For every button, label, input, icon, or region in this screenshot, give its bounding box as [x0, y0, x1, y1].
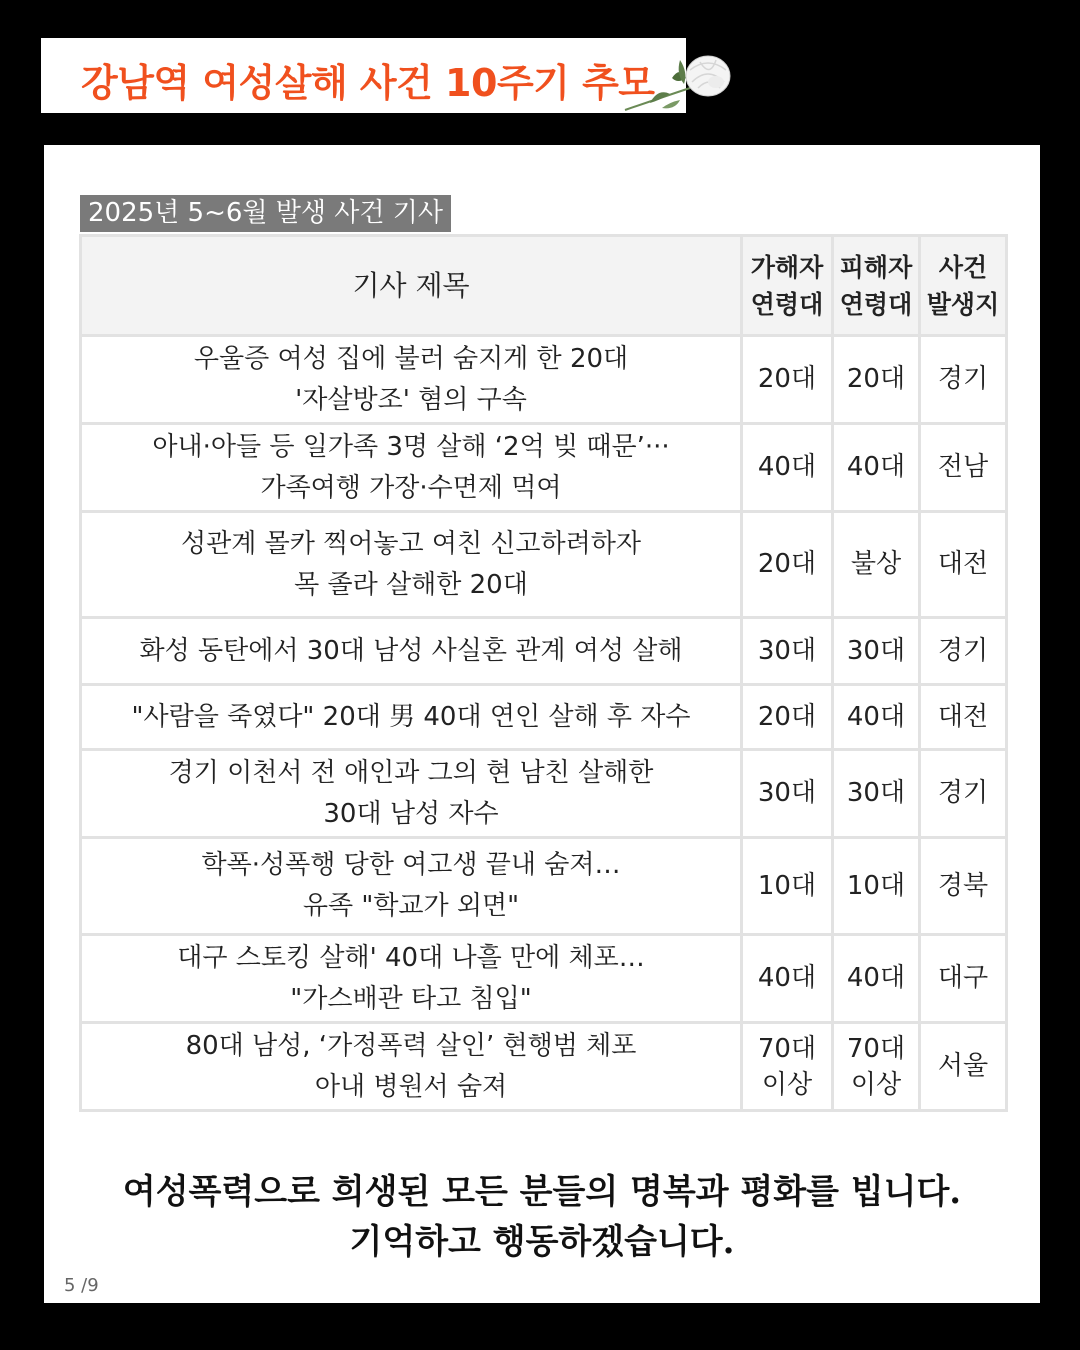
location: 경북 [920, 838, 1007, 935]
article-title: 아내·아들 등 일가족 3명 살해 ‘2억 빚 때문’··· 가족여행 가장·수면제 먹여 [81, 424, 742, 512]
victim-age: 30대 [833, 750, 920, 838]
location: 경기 [920, 750, 1007, 838]
table-row [81, 336, 1007, 424]
victim-age: 불상 [833, 512, 920, 618]
article-title: 우울증 여성 집에 불러 숨지게 한 20대 '자살방조' 혐의 구속 [81, 336, 742, 424]
table-header-row [81, 236, 1007, 336]
page-title: 강남역 여성살해 사건 10주기 추모 [81, 61, 655, 105]
perpetrator-age: 30대 [742, 618, 833, 685]
perpetrator-age: 20대 [742, 336, 833, 424]
page-indicator: 5 /9 [64, 1275, 99, 1296]
location: 경기 [920, 336, 1007, 424]
location: 대전 [920, 512, 1007, 618]
article-title: 화성 동탄에서 30대 남성 사실혼 관계 여성 살해 [81, 618, 742, 685]
chrysanthemum-icon [620, 48, 740, 118]
table-row [81, 685, 1007, 750]
perpetrator-age: 20대 [742, 512, 833, 618]
location: 서울 [920, 1023, 1007, 1111]
article-title: 경기 이천서 전 애인과 그의 현 남친 살해한 30대 남성 자수 [81, 750, 742, 838]
perpetrator-age: 10대 [742, 838, 833, 935]
table-row [81, 750, 1007, 838]
table-row [81, 512, 1007, 618]
location: 경기 [920, 618, 1007, 685]
article-title: 성관계 몰카 찍어놓고 여친 신고하려하자 목 졸라 살해한 20대 [81, 512, 742, 618]
header-perpetrator-age: 가해자 연령대 [742, 236, 833, 336]
article-title: 학폭·성폭행 당한 여고생 끝내 숨져… 유족 "학교가 외면" [81, 838, 742, 935]
victim-age: 70대 이상 [833, 1023, 920, 1111]
closing-line-2: 기억하고 행동하겠습니다. [349, 1222, 735, 1262]
perpetrator-age: 20대 [742, 685, 833, 750]
victim-age: 10대 [833, 838, 920, 935]
perpetrator-age: 30대 [742, 750, 833, 838]
articles-table [79, 234, 1008, 1112]
content-card [44, 145, 1040, 1303]
header-title: 기사 제목 [81, 236, 742, 336]
table-row [81, 424, 1007, 512]
location: 전남 [920, 424, 1007, 512]
table-row [81, 838, 1007, 935]
table-row [81, 618, 1007, 685]
closing-message [44, 1167, 1040, 1267]
closing-line-1: 여성폭력으로 희생된 모든 분들의 명복과 평화를 빕니다. [122, 1172, 962, 1212]
header-victim-age: 피해자 연령대 [833, 236, 920, 336]
title-banner [41, 38, 686, 113]
location: 대전 [920, 685, 1007, 750]
section-label: 2025년 5~6월 발생 사건 기사 [80, 195, 451, 232]
article-title: 대구 스토킹 살해' 40대 나흘 만에 체포… "가스배관 타고 침입" [81, 935, 742, 1023]
victim-age: 30대 [833, 618, 920, 685]
table-row [81, 935, 1007, 1023]
victim-age: 40대 [833, 424, 920, 512]
table-row [81, 1023, 1007, 1111]
perpetrator-age: 40대 [742, 935, 833, 1023]
header-location: 사건 발생지 [920, 236, 1007, 336]
location: 대구 [920, 935, 1007, 1023]
victim-age: 40대 [833, 935, 920, 1023]
perpetrator-age: 40대 [742, 424, 833, 512]
victim-age: 40대 [833, 685, 920, 750]
victim-age: 20대 [833, 336, 920, 424]
article-title: 80대 남성, ‘가정폭력 살인’ 현행범 체포 아내 병원서 숨져 [81, 1023, 742, 1111]
perpetrator-age: 70대 이상 [742, 1023, 833, 1111]
article-title: "사람을 죽였다" 20대 男 40대 연인 살해 후 자수 [81, 685, 742, 750]
